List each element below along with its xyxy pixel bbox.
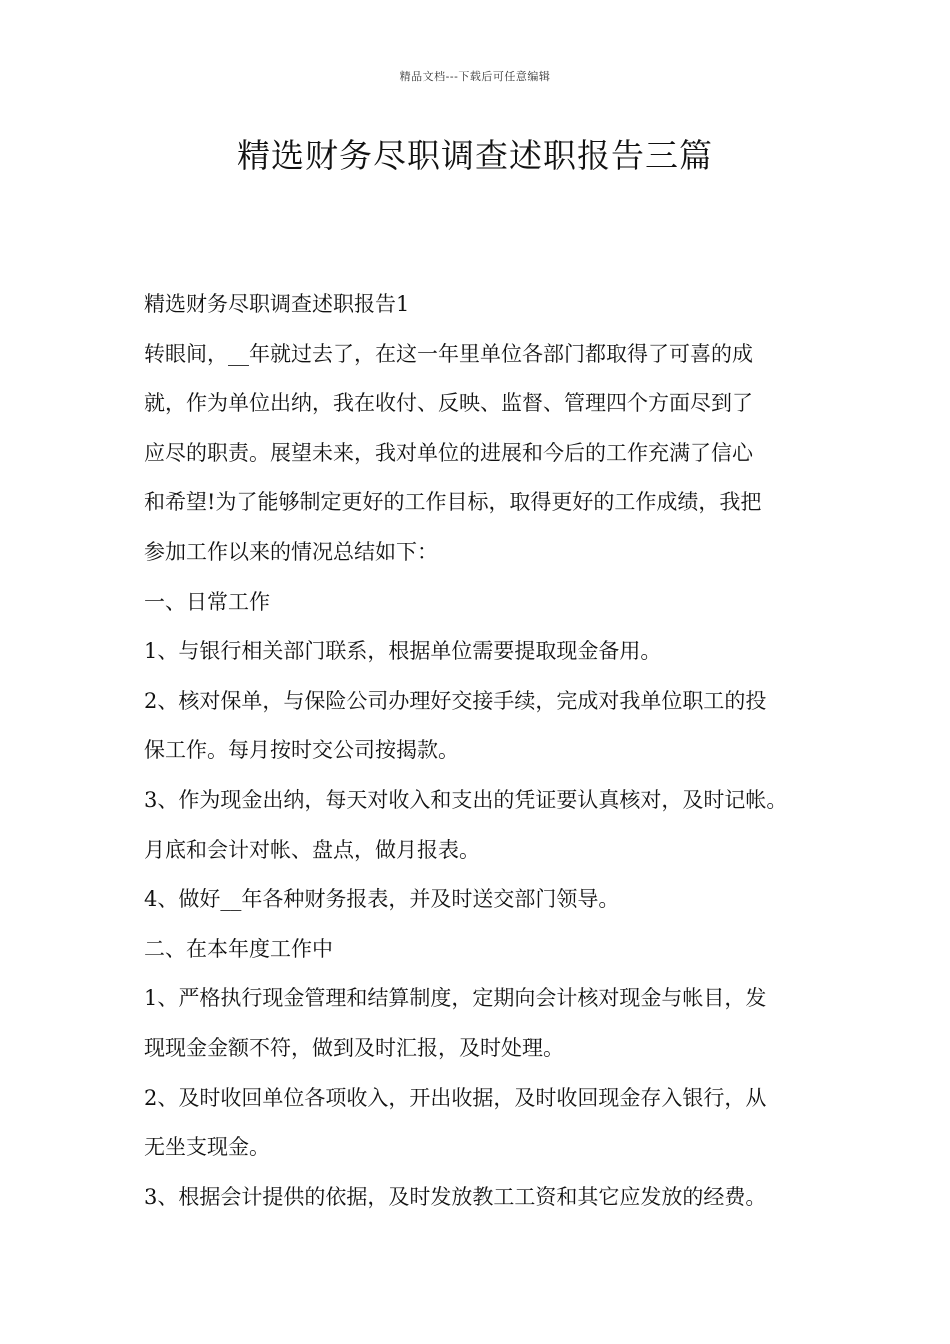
paragraph-line: 就，作为单位出纳，我在收付、反映、监督、管理四个方面尽到了	[144, 391, 753, 416]
list-item-continuation: 月底和会计对帐、盘点，做月报表。	[144, 837, 480, 862]
paragraph-line: 参加工作以来的情况总结如下：	[144, 539, 438, 564]
list-item: 1、与银行相关部门联系，根据单位需要提取现金备用。	[144, 639, 662, 664]
paragraph-line: 和希望!为了能够制定更好的工作目标，取得更好的工作成绩，我把	[144, 490, 762, 515]
list-item: 3、根据会计提供的依据，及时发放教工工资和其它应发放的经费。	[144, 1184, 767, 1209]
header-note: 精品文档---下载后可任意编辑	[399, 70, 551, 83]
list-item: 2、核对保单，与保险公司办理好交接手续，完成对我单位职工的投	[144, 688, 767, 713]
document-body	[144, 280, 834, 1222]
paragraph-line: 应尽的职责。展望未来，我对单位的进展和今后的工作充满了信心	[144, 440, 753, 465]
list-item: 3、作为现金出纳，每天对收入和支出的凭证要认真核对，及时记帐。	[144, 787, 788, 812]
subsection-heading: 一、日常工作	[144, 589, 270, 614]
paragraph-line: 转眼间，__年就过去了，在这一年里单位各部门都取得了可喜的成	[144, 341, 753, 366]
list-item: 4、做好__年各种财务报表，并及时送交部门领导。	[144, 887, 620, 912]
document-title: 精选财务尽职调查述职报告三篇	[237, 136, 713, 175]
list-item-continuation: 保工作。每月按时交公司按揭款。	[144, 738, 459, 763]
section-heading: 精选财务尽职调查述职报告1	[144, 292, 410, 316]
list-item-continuation: 无坐支现金。	[144, 1135, 270, 1160]
subsection-heading: 二、在本年度工作中	[144, 936, 333, 961]
list-item-continuation: 现现金金额不符，做到及时汇报，及时处理。	[144, 1035, 564, 1060]
list-item: 1、严格执行现金管理和结算制度，定期向会计核对现金与帐目，发	[144, 986, 767, 1011]
list-item: 2、及时收回单位各项收入，开出收据，及时收回现金存入银行，从	[144, 1085, 767, 1110]
